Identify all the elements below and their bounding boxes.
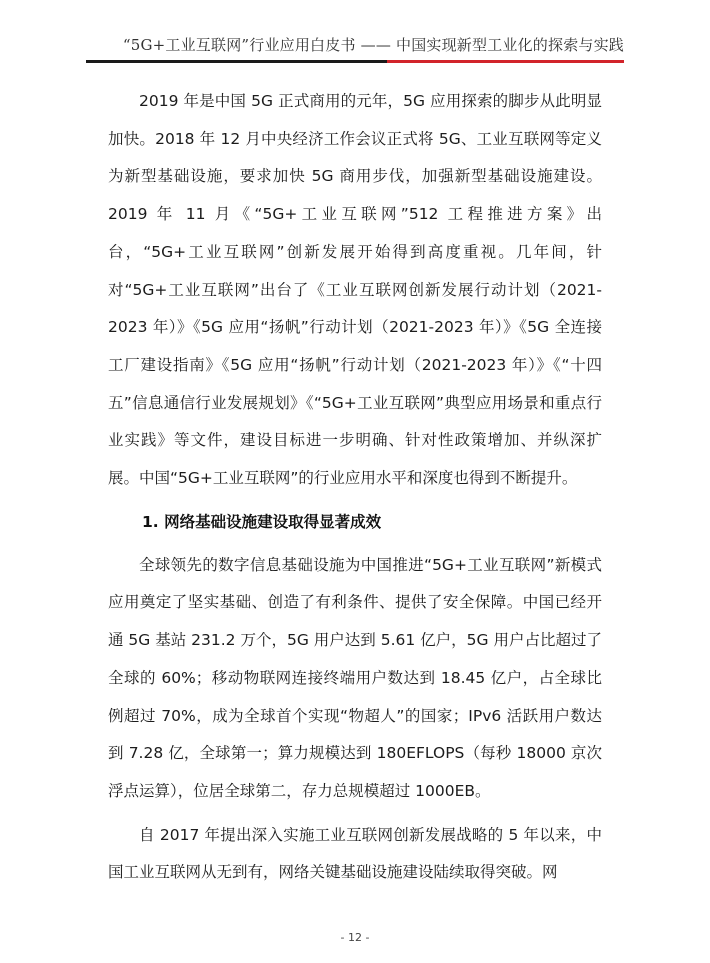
header-rule-red — [387, 60, 624, 63]
paragraph-infrastructure-stats: 全球领先的数字信息基础设施为中国推进“5G+工业互联网”新模式应用奠定了坚实基础、创造了有利条件、提供了安全保障。中国已经开通 5G 基站 231.2 万个，5G 用户达到 5.61 亿户，5G 用户占比超过了全球的 60%；移动物联网连接终端用户数达到 18.45 亿户，占全球比例超过 70%，成为全球首个实现“物超人”的国家；IPv6 活跃用户数达到 7.28 亿，全球第一；算力规模达到 180EFLOPS（每秒 18000 京次浮点运算），位居全球第二，存力总规模超过 1000EB。 — [108, 555, 602, 800]
paragraph-5g-policy: 2019 年是中国 5G 正式商用的元年，5G 应用探索的脚步从此明显加快。2018 年 12 月中央经济工作会议正式将 5G、工业互联网等定义为新型基础设施，要求加快 5G 商用步伐，加强新型基础设施建设。2019 年 11 月《“5G+工业互联网”512 工程推进方案》出台，“5G+工业互联网”创新发展开始得到高度重视。几年间，针对“5G+工业互联网”出台了《工业互联网创新发展行动计划（2021-2023 年）》《5G 应用“扬帆”行动计划（2021-2023 年）》《5G 全连接工厂建设指南》《5G 应用“扬帆”行动计划（2021-2023 年）》《“十四五”信息通信行业发展规划》《“5G+工业互联网”典型应用场景和重点行业实践》等文件，建设目标进一步明确、针对性政策增加、并纵深扩展。中国“5G+工业互联网”的行业应用水平和深度也得到不断提升。 — [108, 92, 602, 488]
section-heading-network-infrastructure: 1. 网络基础设施建设取得显著成效 — [142, 512, 382, 531]
document-title: “5G+工业互联网”行业应用白皮书 —— 中国实现新型工业化的探索与实践 — [122, 36, 624, 54]
paragraph-industrial-internet-progress: 自 2017 年提出深入实施工业互联网创新发展战略的 5 年以来，中国工业互联网从无到有，网络关键基础设施建设陆续取得突破。网 — [108, 825, 602, 882]
page-body — [108, 83, 602, 898]
header-rule-black — [86, 60, 387, 63]
page-number: - 12 - — [340, 931, 370, 944]
page-header — [86, 24, 624, 64]
